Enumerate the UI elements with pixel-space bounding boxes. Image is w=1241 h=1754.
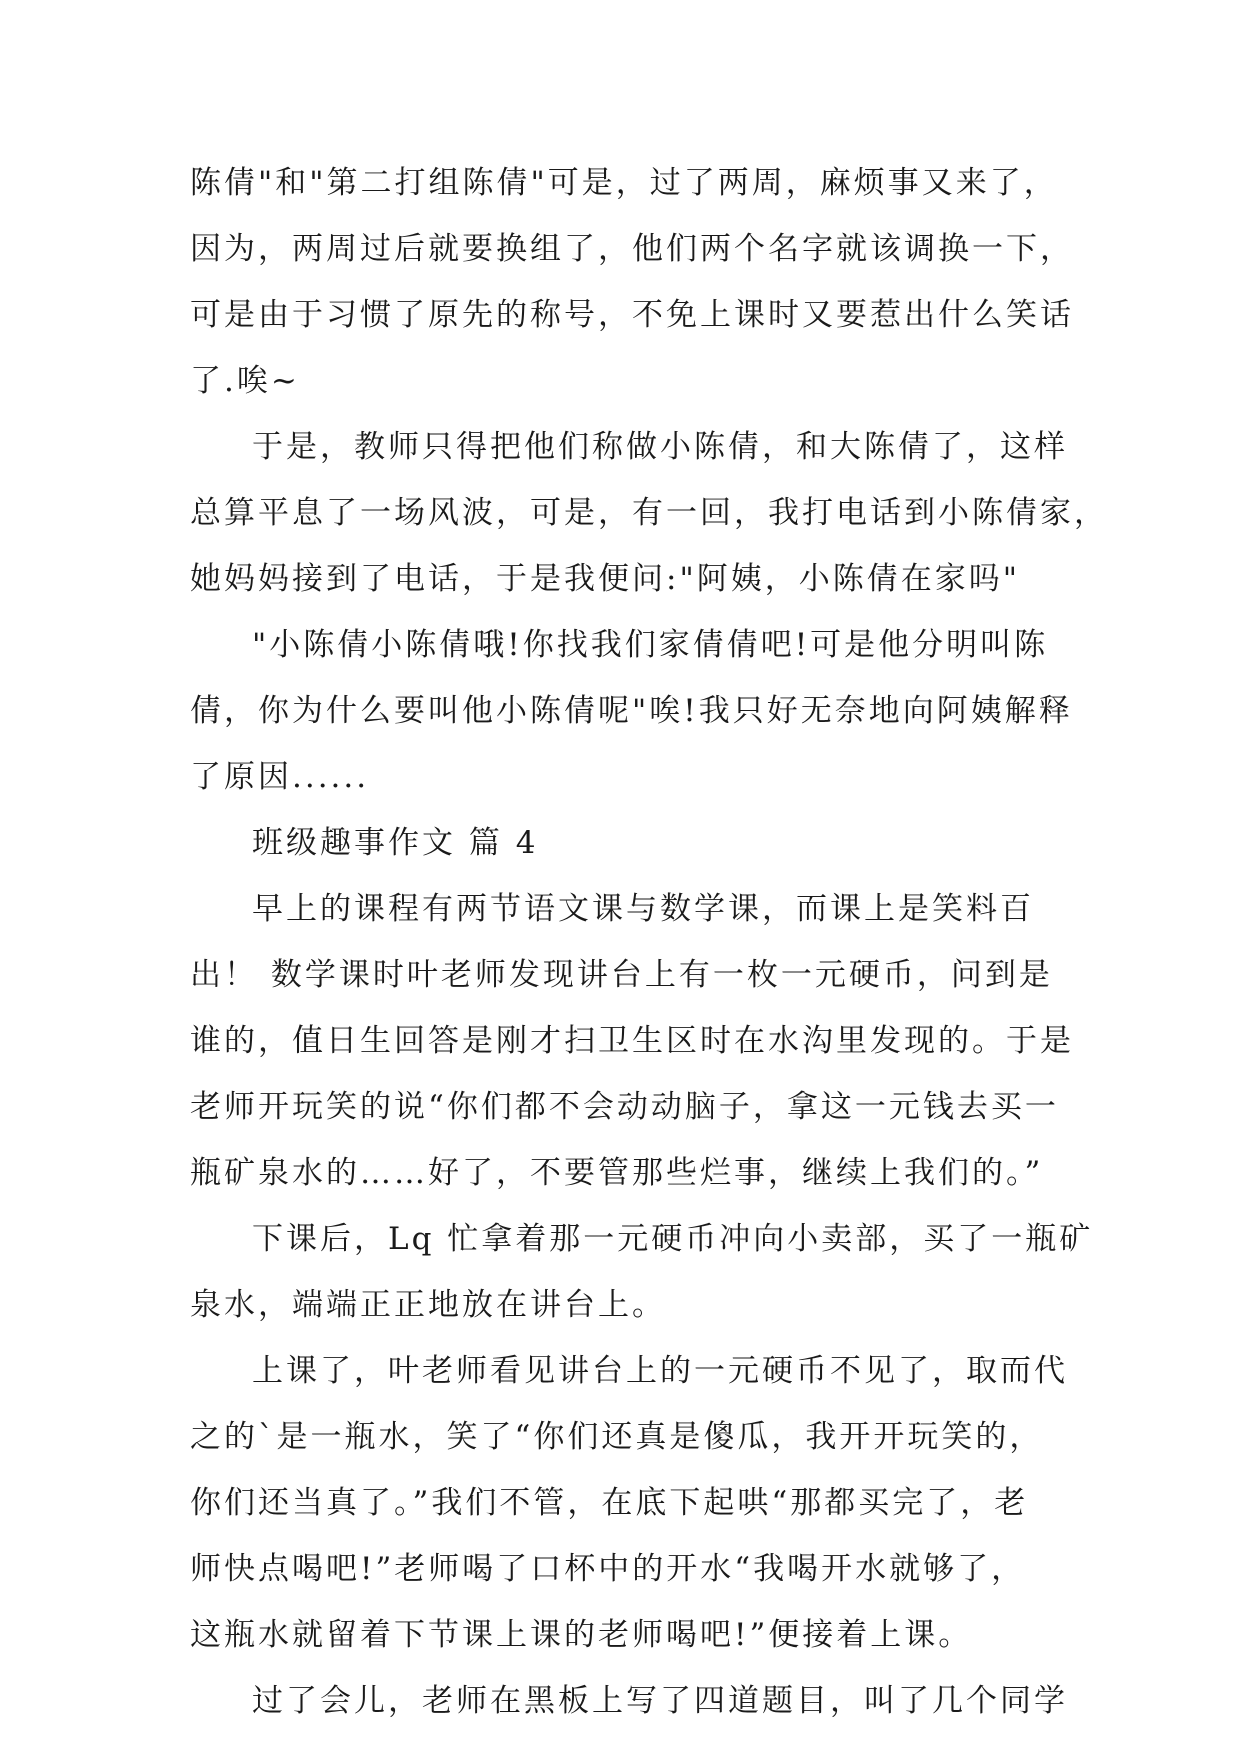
essay-body — [190, 150, 1108, 1734]
text-line: "小陈倩小陈倩哦!你找我们家倩倩吧!可是他分明叫陈 — [252, 627, 1049, 663]
text-line: 总算平息了一场风波，可是，有一回，我打电话到小陈倩家， — [190, 495, 1108, 531]
text-line: 了.唉~ — [190, 363, 300, 399]
text-line: 谁的，值日生回答是刚才扫卫生区时在水沟里发现的。于是 — [190, 1023, 1074, 1059]
text-line: 你们还当真了。”我们不管，在底下起哄“那都买完了，老 — [190, 1485, 1029, 1521]
text-line: 了原因...... — [190, 759, 370, 795]
text-line: 可是由于习惯了原先的称号，不免上课时又要惹出什么笑话 — [190, 297, 1074, 333]
text-line: 上课了，叶老师看见讲台上的一元硬币不见了，取而代 — [252, 1353, 1068, 1389]
text-line: 下课后，Lq 忙拿着那一元硬币冲向小卖部，买了一瓶矿 — [252, 1221, 1094, 1257]
text-line: 于是，教师只得把他们称做小陈倩，和大陈倩了，这样 — [252, 429, 1068, 465]
text-line: 倩，你为什么要叫他小陈倩呢"唉!我只好无奈地向阿姨解释 — [190, 693, 1073, 729]
text-line: 泉水，端端正正地放在讲台上。 — [190, 1287, 666, 1323]
text-line: 她妈妈接到了电话，于是我便问:"阿姨，小陈倩在家吗" — [190, 561, 1020, 597]
text-line: 早上的课程有两节语文课与数学课，而课上是笑料百 — [252, 891, 1034, 927]
text-line: 出！ 数学课时叶老师发现讲台上有一枚一元硬币，问到是 — [190, 957, 1053, 993]
text-line: 师快点喝吧!”老师喝了口杯中的开水“我喝开水就够了， — [190, 1551, 1026, 1587]
text-line: 这瓶水就留着下节课上课的老师喝吧!”便接着上课。 — [190, 1617, 973, 1653]
text-line: 因为，两周过后就要换组了，他们两个名字就该调换一下， — [190, 231, 1074, 267]
text-line: 瓶矿泉水的……好了，不要管那些烂事，继续上我们的。” — [190, 1155, 1044, 1191]
text-line: 过了会儿，老师在黑板上写了四道题目，叫了几个同学 — [252, 1683, 1068, 1719]
text-line: 之的`是一瓶水，笑了“你们还真是傻瓜，我开开玩笑的， — [190, 1419, 1044, 1455]
text-line: 陈倩"和"第二打组陈倩"可是，过了两周，麻烦事又来了， — [190, 165, 1058, 201]
text-line: 班级趣事作文 篇 4 — [252, 825, 539, 861]
text-line: 老师开玩笑的说“你们都不会动动脑子，拿这一元钱去买一 — [190, 1089, 1059, 1125]
